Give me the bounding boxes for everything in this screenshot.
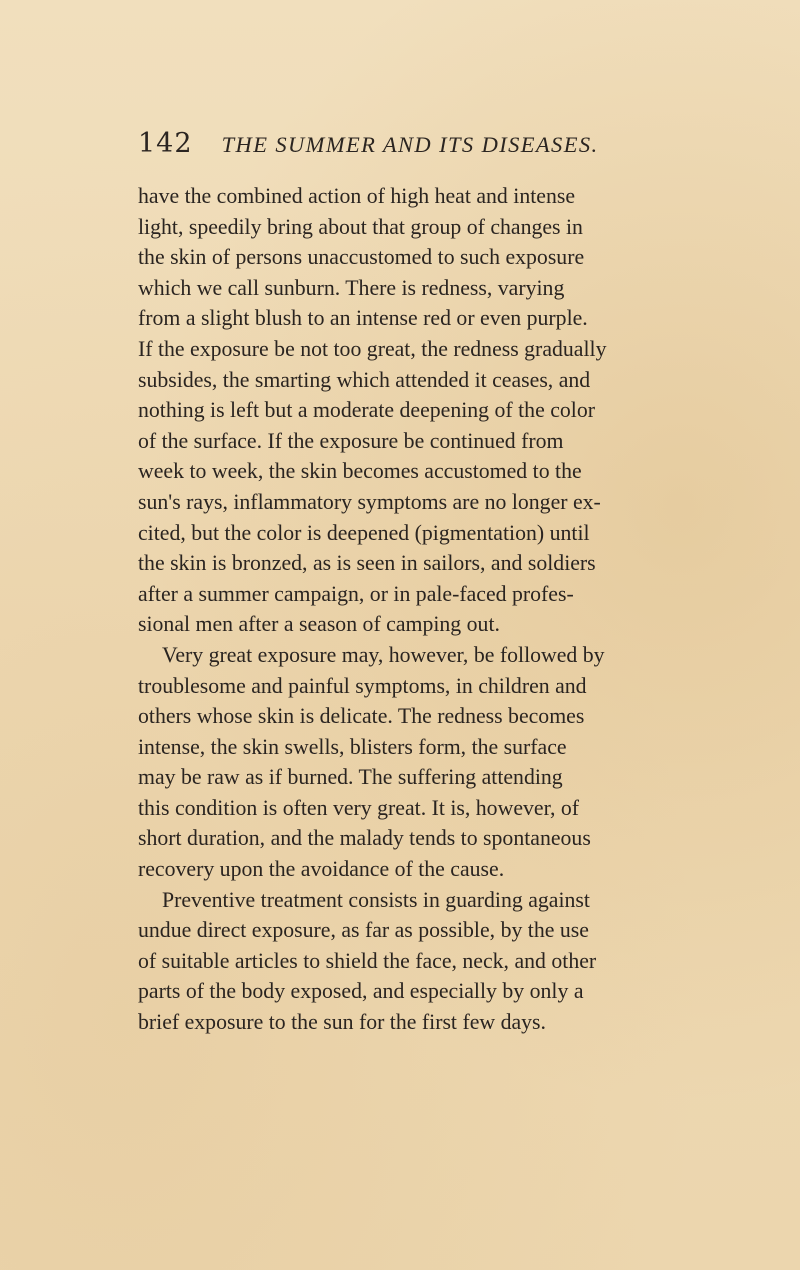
paragraph-start-line: Preventive treatment consists in guarding against — [162, 887, 590, 912]
text-line: the skin is bronzed, as is seen in sailors, and soldiers — [138, 551, 596, 576]
text-line: of suitable articles to shield the face, neck, and other — [138, 948, 597, 973]
running-title: THE SUMMER AND ITS DISEASES. — [221, 132, 599, 157]
text-line: short duration, and the malady tends to spontaneous — [138, 826, 591, 851]
text-line: have the combined action of high heat and intense — [138, 184, 576, 208]
text-line: nothing is left but a moderate deepening of the color — [138, 398, 595, 423]
text-line: If the exposure be not too great, the redness gradually — [138, 336, 607, 361]
page-number: 142 — [138, 128, 193, 159]
text-line: sional men after a season of camping out. — [138, 612, 500, 637]
text-line: from a slight blush to an intense red or even purple. — [138, 306, 588, 331]
text-line: parts of the body exposed, and especially by only a — [138, 979, 584, 1004]
text-line: after a summer campaign, or in pale-faced profes- — [138, 581, 574, 606]
text-line: of the surface. If the exposure be continued from — [138, 428, 564, 453]
text-line: may be raw as if burned. The suffering attending — [138, 765, 563, 790]
running-head — [138, 128, 738, 168]
text-line: sun's rays, inflammatory symptoms are no longer ex- — [138, 489, 601, 514]
text-line: which we call sunburn. There is redness, varying — [138, 275, 565, 300]
body-text — [138, 181, 738, 1038]
text-line: recovery upon the avoidance of the cause. — [138, 857, 505, 882]
text-line: subsides, the smarting which attended it ceases, and — [138, 367, 591, 392]
text-line: cited, but the color is deepened (pigmentation) until — [138, 520, 590, 545]
text-line: undue direct exposure, as far as possible, by the use — [138, 918, 589, 943]
text-line: troublesome and painful symptoms, in children and — [138, 673, 587, 698]
text-line: light, speedily bring about that group of changes in — [138, 214, 583, 239]
text-line: others whose skin is delicate. The redness becomes — [138, 704, 585, 729]
paragraph-start-line: Very great exposure may, however, be followed by — [162, 642, 605, 667]
text-line: intense, the skin swells, blisters form, the surface — [138, 734, 567, 759]
text-line: the skin of persons unaccustomed to such exposure — [138, 245, 585, 270]
text-line: brief exposure to the sun for the first few days. — [138, 1010, 546, 1035]
text-line: this condition is often very great. It is, however, of — [138, 795, 580, 820]
text-line: week to week, the skin becomes accustomed to the — [138, 459, 582, 484]
